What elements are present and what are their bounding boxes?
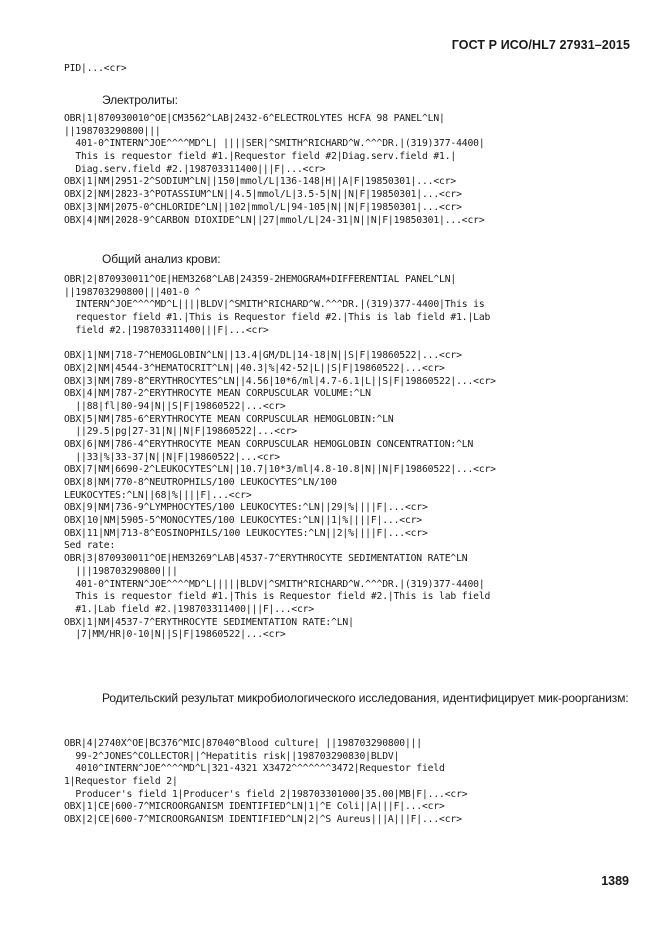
code-line — [64, 337, 496, 350]
code-line: 401-0^INTERN^JOE^^^^MD^L|||||BLDV|^SMITH^RICHARD^W.^^^DR.|(319)377-4400| — [64, 578, 485, 590]
code-line: 401-0^INTERN^JOE^^^^MD^L| ||||SER|^SMITH^RICHARD^W.^^^DR.|(319)377-4400| — [64, 138, 485, 150]
code-line: 99-2^JONES^COLLECTOR||^Hepatitis risk||198703290830|BLDV| — [64, 750, 400, 762]
code-line: OBX|1|NM|2951-2^SODIUM^LN||150|mmol/L|136-148|H||A|F|19850301|...<cr> — [64, 176, 457, 188]
code-line: |||198703290800||| — [64, 565, 178, 577]
code-line: |7|MM/HR|0-10|N||S|F|19860522|...<cr> — [64, 629, 286, 641]
code-line: OBX|9|NM|736-9^LYMPHOCYTES/100 LEUKOCYTES:^LN||29|%||||F|...<cr> — [64, 502, 428, 514]
code-line: ||198703290800|||401-0 ^ — [64, 286, 201, 298]
electrolytes-code-block — [64, 113, 485, 227]
code-line: Diag.serv.field #2.|198703311400|||F|...<cr> — [64, 163, 326, 175]
code-line: OBX|6|NM|786-4^ERYTHROCYTE MEAN CORPUSCULAR HEMOGLOBIN CONCENTRATION:^LN — [64, 438, 474, 450]
blood-count-code-block — [64, 274, 496, 642]
code-line: OBR|1|870930010^OE|CM3562^LAB|2432-6^ELECTROLYTES HCFA 98 PANEL^LN| — [64, 113, 445, 124]
code-line: PID|...<cr> — [64, 63, 127, 74]
microbiology-paragraph: Родительский результат микробиологического исследования, идентифицирует мик-роорганизм: — [102, 691, 629, 705]
code-line: ||198703290800||| — [64, 125, 161, 137]
code-line: OBX|2|NM|4544-3^HEMATOCRIT^LN||40.3|%|42-52|L||S|F|19860522|...<cr> — [64, 362, 445, 374]
pid-segment — [64, 63, 127, 76]
code-line: OBX|1|CE|600-7^MICROORGANISM IDENTIFIED^LN|1|^E Coli||A|||F|...<cr> — [64, 801, 445, 813]
code-line: OBX|4|NM|2028-9^CARBON DIOXIDE^LN||27|mmol/L|24-31|N||N|F|19850301|...<cr> — [64, 214, 485, 226]
code-line: Producer's field 1|Producer's field 2|198703301000|35.00|MB|F|...<cr> — [64, 788, 468, 800]
code-line: requestor field #1.|This is Requestor field #2.|This is lab field #1.|Lab — [64, 312, 491, 324]
code-line: OBX|8|NM|770-8^NEUTROPHILS/100 LEUKOCYTES^LN/100 — [64, 477, 337, 488]
code-line: This is requestor field #1.|Requestor field #2|Diag.serv.field #1.| — [64, 151, 457, 163]
code-line: OBX|5|NM|785-6^ERYTHROCYTE MEAN CORPUSCULAR HEMOGLOBIN:^LN — [64, 413, 394, 425]
code-line: OBX|2|CE|600-7^MICROORGANISM IDENTIFIED^LN|2|^S Aureus|||A|||F|...<cr> — [64, 814, 462, 826]
page-number: 1389 — [601, 874, 629, 888]
code-line: LEUKOCYTES:^LN||68|%||||F|...<cr> — [64, 489, 252, 501]
microbiology-code-block — [64, 738, 467, 827]
code-line: This is requestor field #1.|This is Requestor field #2.|This is lab field — [64, 591, 491, 603]
code-line: INTERN^JOE^^^^MD^L||||BLDV|^SMITH^RICHARD^W.^^^DR.|(319)377-4400|This is — [64, 299, 485, 311]
code-line: 1|Requestor field 2| — [64, 776, 178, 788]
code-line: OBX|7|NM|6690-2^LEUKOCYTES^LN||10.7|10*3/ml|4.8-10.8|N||N|F|19860522|...<cr> — [64, 464, 496, 476]
document-header: ГОСТ Р ИСО/HL7 27931–2015 — [451, 38, 630, 52]
code-line: OBX|4|NM|787-2^ERYTHROCYTE MEAN CORPUSCULAR VOLUME:^LN — [64, 388, 371, 400]
code-line: OBR|3|870930011^OE|HEM3269^LAB|4537-7^ERYTHROCYTE SEDIMENTATION RATE^LN — [64, 553, 468, 565]
code-line: #1.|Lab field #2.|198703311400|||F|...<cr> — [64, 603, 315, 615]
code-line: OBX|1|NM|4537-7^ERYTHROCYTE SEDIMENTATION RATE:^LN| — [64, 616, 354, 628]
code-line: OBX|2|NM|2823-3^POTASSIUM^LN||4.5|mmol/L|3.5-5|N||N|F|19850301|...<cr> — [64, 189, 462, 201]
code-line: ||33|%|33-37|N||N|F|19860522|...<cr> — [64, 451, 280, 463]
section-heading-electrolytes: Электролиты: — [102, 93, 178, 107]
code-line: OBX|1|NM|718-7^HEMOGLOBIN^LN||13.4|GM/DL|14-18|N||S|F|19860522|...<cr> — [64, 350, 462, 362]
code-line: OBX|11|NM|713-8^EOSINOPHILS/100 LEUKOCYTES:^LN||2|%||||F|...<cr> — [64, 527, 428, 539]
code-line: ||29.5|pg|27-31|N||N|F|19860522|...<cr> — [64, 426, 297, 438]
code-line: Sed rate: — [64, 540, 116, 552]
code-line: 4010^INTERN^JOE^^^^MD^L|321-4321 X3472^^^^^^^3472|Requestor field — [64, 763, 445, 775]
code-line: ||88|fl|80-94|N||S|F|19860522|...<cr> — [64, 400, 286, 412]
code-line: OBX|10|NM|5905-5^MONOCYTES/100 LEUKOCYTES:^LN||1|%||||F|...<cr> — [64, 515, 422, 527]
code-line: field #2.|198703311400|||F|...<cr> — [64, 324, 269, 336]
section-heading-blood-count: Общий анализ крови: — [102, 252, 221, 266]
code-line: OBX|3|NM|2075-0^CHLORIDE^LN||102|mmol/L|94-105|N||N|F|19850301|...<cr> — [64, 201, 462, 213]
code-line: OBX|3|NM|789-8^ERYTHROCYTES^LN||4.56|10*6/ml|4.7-6.1|L||S|F|19860522|...<cr> — [64, 375, 496, 387]
code-line: OBR|2|870930011^OE|HEM3268^LAB|24359-2HEMOGRAM+DIFFERENTIAL PANEL^LN| — [64, 274, 457, 285]
code-line: OBR|4|2740X^OE|BC376^MIC|87040^Blood culture| ||198703290800||| — [64, 738, 422, 749]
